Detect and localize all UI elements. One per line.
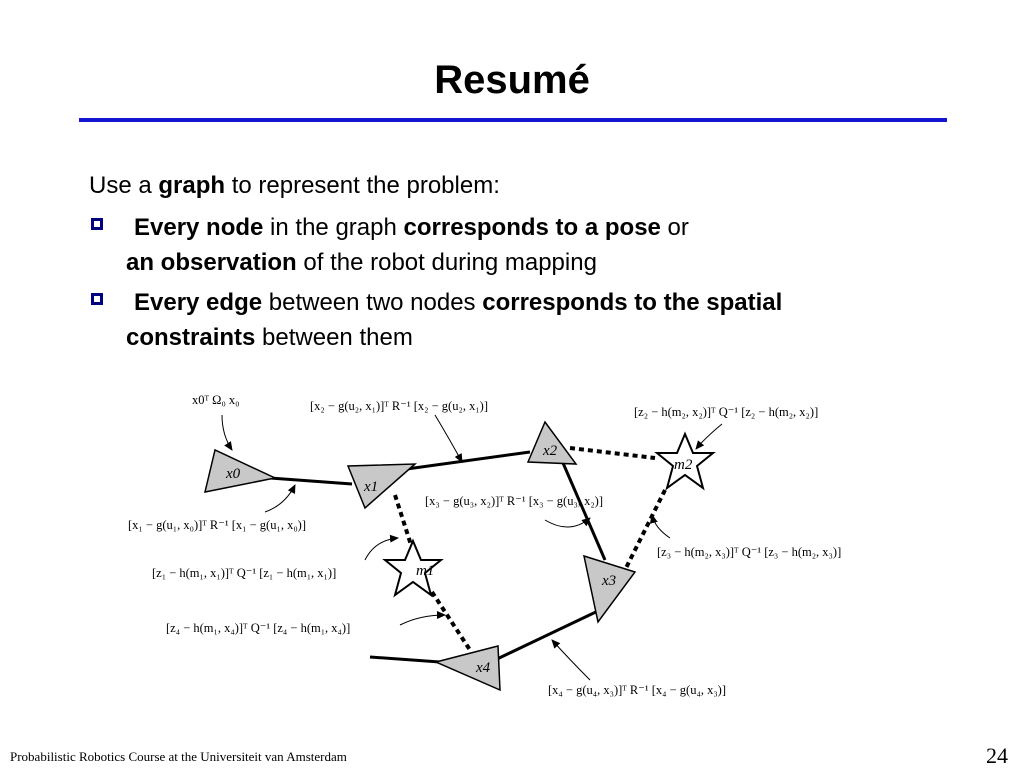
annotation-prior: x0ᵀ Ω₀ x₀: [192, 393, 240, 407]
edge-x3-x4: [495, 610, 600, 660]
edge-x1-m1: [395, 495, 412, 548]
bullet-edge-bold-e: constraints: [126, 324, 256, 351]
label-x4: x4: [476, 660, 491, 676]
edge-x2-x3: [560, 456, 605, 560]
edge-x0-x1: [270, 478, 352, 484]
bullet-edge-bold-c: corresponds to the spatial: [482, 289, 783, 316]
annotation-x2x3: [x₃ − g(u₃, x₂)]ᵀ R⁻¹ [x₃ − g(u₃, x₂)]: [425, 494, 604, 508]
page-number: 24: [986, 743, 1008, 768]
footer-course: Probabilistic Robotics Course at the Universiteit van Amsterdam: [10, 749, 347, 764]
label-x2: x2: [543, 443, 558, 459]
bullet-node-line1: [134, 210, 689, 245]
annotation-x3x4: [x₄ − g(u₄, x₃)]ᵀ R⁻¹ [x₄ − g(u₄, x₃)]: [548, 683, 727, 697]
label-x3: x3: [602, 573, 617, 589]
intro-suffix: to represent the problem:: [225, 172, 500, 199]
callout-arrow-x1m1: [365, 538, 398, 560]
bullet-node-text-b: in the graph: [263, 214, 404, 241]
bullet-node-bold-a: Every node: [134, 214, 264, 241]
edge-x2-m2: [570, 448, 655, 458]
label-m2: m2: [674, 457, 693, 473]
bullet-node-bold-e: an observation: [126, 249, 297, 276]
annotation-x3m2: [z₃ − h(m₂, x₃)]ᵀ Q⁻¹ [z₃ − h(m₂, x₃)]: [657, 545, 842, 559]
edge-m1-x4: [432, 592, 470, 650]
callout-arrow-x2x3: [545, 518, 590, 527]
pose-node-x1: [348, 464, 415, 508]
pose-node-x4: [436, 646, 500, 690]
bullet-node-text-d: or: [660, 214, 689, 241]
label-x1: x1: [364, 479, 379, 495]
bullet-edge-text-b: between two nodes: [262, 289, 483, 316]
pose-graph-diagram: [120, 385, 900, 705]
label-m1: m1: [416, 563, 435, 579]
annotation-x0x1: [x₁ − g(u₁, x₀)]ᵀ R⁻¹ [x₁ − g(u₁, x₀)]: [128, 518, 307, 532]
callout-arrow-x4m1: [400, 615, 445, 625]
square-bullet-icon: [91, 293, 103, 305]
intro-prefix: Use a: [89, 172, 159, 199]
callout-arrow-x3m2: [652, 515, 670, 538]
label-x0: x0: [226, 466, 241, 482]
annotation-x4m1: [z₄ − h(m₁, x₄)]ᵀ Q⁻¹ [z₄ − h(m₁, x₄)]: [166, 621, 351, 635]
bullet-edge-bold-a: Every edge: [134, 289, 263, 316]
callout-arrow-x0x1: [265, 485, 295, 512]
square-bullet-icon: [91, 218, 103, 230]
slide-title: Resumé: [434, 58, 590, 102]
intro-bold: graph: [158, 172, 226, 199]
bullet-node-bold-c: corresponds to a pose: [403, 214, 661, 241]
callout-arrow-x3x4: [552, 640, 590, 680]
callout-arrow-x2m2: [696, 424, 722, 449]
callout-arrow-prior: [222, 415, 232, 450]
bullet-node-line2: [126, 245, 597, 280]
bullet-node-text-f: of the robot during mapping: [296, 249, 597, 276]
annotation-x2m2: [z₂ − h(m₂, x₂)]ᵀ Q⁻¹ [z₂ − h(m₂, x₂)]: [634, 405, 819, 419]
edge-x4-tail: [370, 657, 440, 662]
title-divider: [79, 118, 947, 122]
intro-text: [89, 168, 500, 203]
bullet-edge-text-f: between them: [255, 324, 413, 351]
bullet-edge-line1: [134, 285, 782, 320]
annotation-x1x2: [x₂ − g(u₂, x₁)]ᵀ R⁻¹ [x₂ − g(u₂, x₁)]: [310, 399, 489, 413]
bullet-edge-line2: [126, 320, 413, 355]
annotation-x1m1: [z₁ − h(m₁, x₁)]ᵀ Q⁻¹ [z₁ − h(m₁, x₁)]: [152, 566, 337, 580]
callout-arrow-x1x2: [435, 415, 462, 462]
